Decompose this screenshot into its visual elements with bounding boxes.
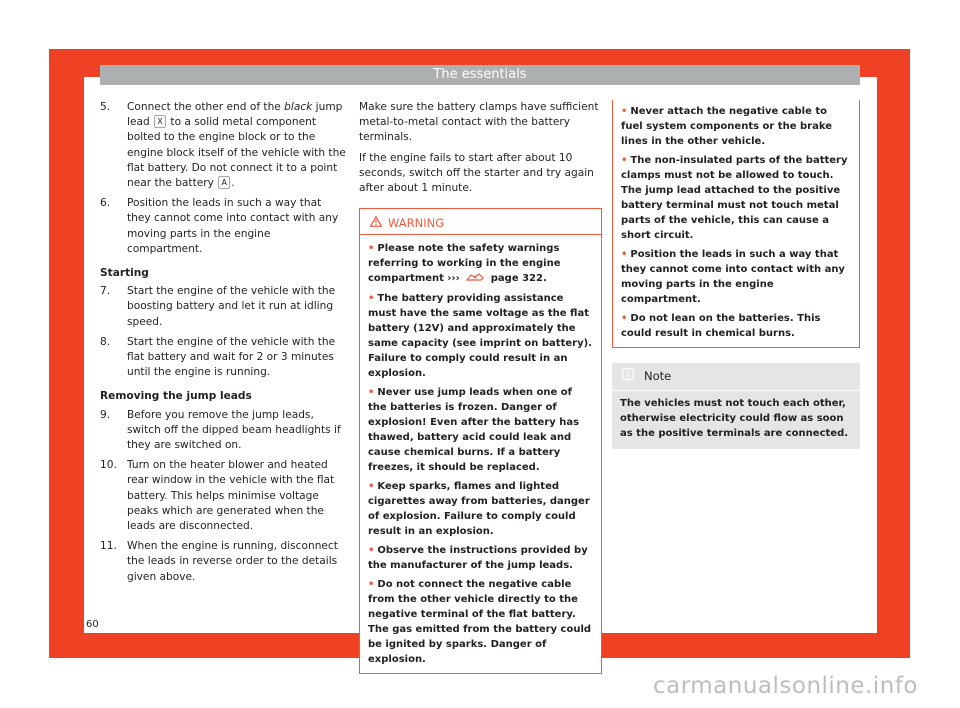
note-body: The vehicles must not touch each other, otherwise electricity could flow as soon as the positive terminals are connected. (620, 398, 849, 439)
step-number: 9. (100, 408, 111, 421)
page-number: 60 (86, 619, 99, 630)
info-icon (622, 367, 634, 387)
warning-item: • The battery providing assistance must have the same voltage as the flat battery (12V) and approximately the same capacity (see imprint on battery). Failure to comply could result in an explosion. (368, 293, 592, 380)
step-text: Start the engine of the vehicle with the boosting battery and let it run at idling speed. (127, 285, 336, 328)
warning-header (360, 209, 601, 235)
step-text: to a solid metal component bolted to the engine block or to the engine block itself of the vehicle with the flat battery. Do not connect it to a point near the battery (127, 116, 346, 190)
callout-x-icon: X (154, 115, 166, 128)
step-8 (100, 335, 348, 381)
step-number: 6. (100, 197, 111, 210)
note-header (612, 363, 860, 391)
step-list-1 (100, 100, 348, 257)
warning-triangle-icon (370, 212, 382, 234)
step-6 (100, 196, 348, 257)
step-11 (100, 539, 348, 585)
warning-item: • The non-insulated parts of the battery clamps must not be allowed to touch. The jump lead attached to the positive battery terminal must not touch metal parts of the vehicle, this can cause a short circuit. (621, 155, 848, 241)
warning-text: The non-insulated parts of the battery clamps must not be allowed to touch. The jump lead attached to the positive battery terminal must not touch metal parts of the vehicle, this can cause a short circuit. (621, 155, 848, 241)
warning-item: • Never use jump leads when one of the batteries is frozen. Danger of explosion! Even after the battery has thawed, battery acid could leak and cause chemical burns. If a battery freezes, it should be replaced. (368, 387, 580, 474)
removing-heading: Removing the jump leads (100, 390, 252, 403)
left-column (100, 100, 348, 590)
note-box (612, 363, 860, 449)
middle-column (359, 100, 602, 674)
warning-title: WARNING (388, 216, 445, 231)
step-text: jump lead (127, 101, 343, 129)
step-list-2 (100, 284, 348, 380)
paragraph: If the engine fails to start after about 10 seconds, switch off the starter and try again after about 1 minute. (359, 151, 594, 195)
warning-text: Do not connect the negative cable from the other vehicle directly to the negative terminal of the flat battery. The gas emitted from the battery could be ignited by sparks. Danger of explosion. (368, 579, 592, 666)
warning-text: The battery providing assistance must have the same voltage as the flat battery (12V) and approximately the same capacity (see imprint on battery). Failure to comply could result in an explosion. (368, 293, 592, 380)
step-text-italic: black (284, 101, 313, 113)
warning-item: • Do not connect the negative cable from the other vehicle directly to the negative terminal of the flat battery. The gas emitted from the battery could be ignited by sparks. Danger of explosion. (368, 579, 592, 666)
warning-item: • Please note the safety warnings referring to working in the engine compartment ››› page 322. (368, 241, 593, 287)
warning-item: • Observe the instructions provided by the manufacturer of the jump leads. (368, 545, 588, 572)
warning-item: • Position the leads in such a way that they cannot come into contact with any moving parts in the engine compartment. (621, 249, 845, 305)
warning-item: • Keep sparks, flames and lighted cigarettes away from batteries, danger of explosion. Failure to comply could result in an explosion. (368, 481, 590, 538)
warning-item: • Do not lean on the batteries. This could result in chemical burns. (621, 313, 821, 339)
step-10 (100, 458, 348, 534)
warning-item: • Never attach the negative cable to fuel system components or the brake lines in the other vehicle. (621, 106, 832, 147)
note-title: Note (644, 369, 672, 383)
warning-text: Keep sparks, flames and lighted cigarettes away from batteries, danger of explosion. Failure to comply could result in an explosion. (368, 481, 590, 538)
callout-a-icon: A (218, 176, 230, 189)
step-text: Turn on the heater blower and heated rear window in the vehicle with the flat battery. This helps minimise voltage peaks which are generated when the leads are disconnected. (127, 459, 335, 533)
warning-text: Observe the instructions provided by the manufacturer of the jump leads. (368, 545, 588, 572)
starting-heading: Starting (100, 267, 149, 280)
watermark: carmanualsonline.info (652, 673, 918, 699)
step-text: . (231, 177, 235, 190)
step-text: Start the engine of the vehicle with the flat battery and wait for 2 or 3 minutes until the engine is running. (127, 335, 336, 379)
step-number: 7. (100, 285, 111, 298)
step-text: Connect the other end of the (127, 101, 285, 113)
step-number: 8. (100, 335, 111, 348)
step-number: 5. (100, 101, 111, 113)
section-header: The essentials (100, 65, 860, 85)
right-column (612, 100, 860, 449)
warning-text: Do not lean on the batteries. This could result in chemical burns. (621, 313, 821, 339)
warning-box (359, 208, 602, 674)
warning-text: Never use jump leads when one of the batteries is frozen. Danger of explosion! Even after the battery has thawed, battery acid could leak and cause chemical burns. If a battery freezes, it should be replaced. (368, 387, 580, 474)
engine-compartment-icon (465, 272, 485, 287)
paragraph: Make sure the battery clamps have sufficient metal-to-metal contact with the battery terminals. (359, 101, 599, 144)
warning-text: Position the leads in such a way that they cannot come into contact with any moving parts in the engine compartment. (621, 249, 845, 305)
step-text: Before you remove the jump leads, switch off the dipped beam headlights if they are switched on. (127, 408, 341, 452)
step-list-3 (100, 408, 348, 585)
warning-list (360, 235, 601, 673)
step-9 (100, 408, 348, 454)
warning-text: Please note the safety warnings referring to working in the engine compartment (368, 243, 561, 285)
step-5 (100, 100, 348, 191)
step-text: When the engine is running, disconnect the leads in reverse order to the details given above. (127, 540, 338, 583)
reference-arrow: ››› (447, 273, 460, 285)
warning-text: Never attach the negative cable to fuel system components or the brake lines in the other vehicle. (621, 106, 832, 147)
step-number: 11. (100, 540, 117, 553)
warning-box-continued (612, 100, 860, 348)
reference-page: page 322. (487, 273, 547, 285)
step-number: 10. (100, 459, 117, 472)
warning-list (613, 100, 859, 347)
step-text: Position the leads in such a way that they cannot come into contact with any moving parts in the engine compartment. (127, 197, 339, 255)
step-7 (100, 284, 348, 330)
